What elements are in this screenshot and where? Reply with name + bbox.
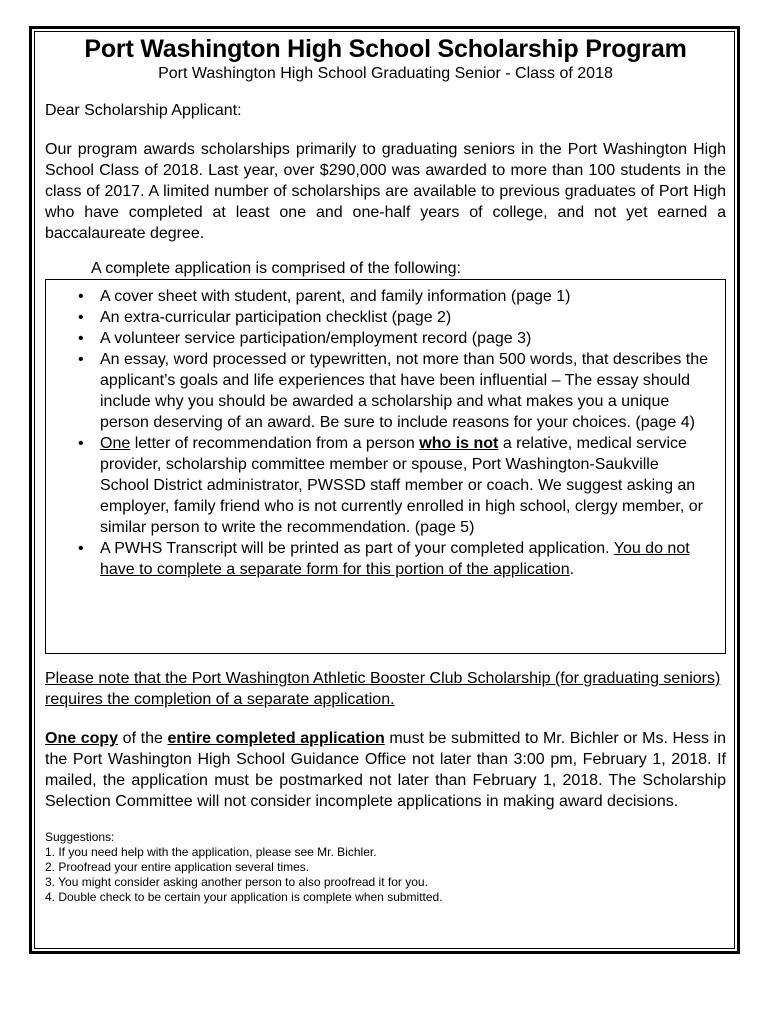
requirements-list — [52, 286, 711, 580]
list-item: 3. You might consider asking another person to also proofread it for you. — [45, 875, 428, 889]
bullet-icon: • — [78, 309, 84, 326]
list-item — [78, 286, 711, 307]
requirements-box — [45, 279, 726, 654]
intro-paragraph: Our program awards scholarships primarily to graduating seniors in the Port Washington High School Class of 2018. Last year, over $290,000 was awarded to more than 100 students in the class of 2017. A limited number of scholarships are available to previous graduates of Port High who have completed at least one and one-half years of college, and not yet earned a baccalaureate degree. — [45, 141, 726, 242]
bullet-icon: • — [78, 288, 84, 305]
submission-text: must be submitted to Mr. Bichler or Ms. Hess in the Port Washington High School Guidance Office not later than 3:00 pm, February 1, 2018. If mailed, the application must be postmarked not later than February 1, 2018. The Scholarship Selection Committee will not consider incomplete applications in making award decisions. — [45, 730, 726, 810]
list-item — [78, 349, 711, 433]
requirement-text: An extra-curricular participation checklist (page 2) — [100, 309, 452, 326]
list-item: 1. If you need help with the application, please see Mr. Bichler. — [45, 845, 377, 859]
requirement-text: a relative, medical service provider, scholarship committee member or spouse, Port Washington-Saukville School District administrator, PWSSD staff member or coach. We suggest asking an employer, family friend who is not currently enrolled in high school, clergy member, or similar person to write the recommendation. (page 5) — [100, 435, 703, 536]
document-subtitle: Port Washington High School Graduating Senior - Class of 2018 — [158, 65, 613, 82]
bullet-icon: • — [78, 330, 84, 347]
submission-text: of the — [118, 730, 168, 747]
list-item — [78, 538, 711, 580]
emphasis-who-is-not: who is not — [419, 435, 499, 452]
list-item — [78, 433, 711, 538]
letter-content — [45, 34, 726, 905]
list-item — [78, 328, 711, 349]
bullet-icon: • — [78, 435, 84, 452]
bullet-icon: • — [78, 540, 84, 557]
document-title: Port Washington High School Scholarship Program — [84, 35, 687, 63]
suggestions-section — [45, 830, 726, 905]
bullet-icon: • — [78, 351, 84, 368]
list-item: 2. Proofread your entire application several times. — [45, 860, 310, 874]
suggestions-heading: Suggestions: — [45, 830, 115, 844]
emphasis-one: One — [100, 435, 131, 452]
requirement-text: A PWHS Transcript will be printed as part of your completed application. — [100, 540, 614, 557]
emphasis-no-separate-form: You do not have to complete a separate form for this portion of the application — [100, 540, 690, 578]
requirement-text: An essay, word processed or typewritten, not more than 500 words, that describes the applicant’s goals and life experiences that have been influential – The essay should include why you should be awarded a scholarship and what makes you a unique person deserving of an award. Be sure to include reasons for your choices. (page 4) — [100, 351, 709, 431]
emphasis-one-copy: One copy — [45, 730, 119, 747]
list-item: 4. Double check to be certain your application is complete when submitted. — [45, 890, 443, 904]
list-item — [78, 307, 711, 328]
submission-paragraph — [45, 728, 726, 812]
emphasis-entire-application: entire completed application — [167, 730, 385, 747]
requirements-heading: A complete application is comprised of the following: — [91, 260, 461, 277]
requirement-text: . — [569, 561, 575, 578]
requirement-text: letter of recommendation from a person — [130, 435, 420, 452]
requirement-text: A cover sheet with student, parent, and family information (page 1) — [100, 288, 571, 305]
booster-club-note: Please note that the Port Washington Athletic Booster Club Scholarship (for graduating seniors) requires the completion of a separate application. — [45, 670, 721, 708]
salutation: Dear Scholarship Applicant: — [45, 102, 242, 119]
requirement-text: A volunteer service participation/employment record (page 3) — [100, 330, 532, 347]
